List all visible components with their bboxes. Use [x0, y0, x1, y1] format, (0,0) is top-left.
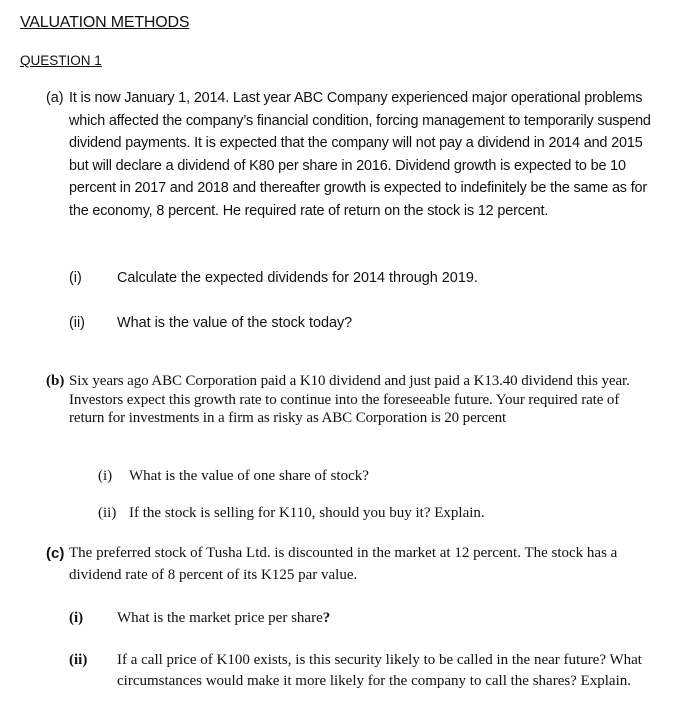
part-c-item-i-question: What is the market price per share	[117, 610, 323, 626]
part-a-item-i-number: (i)	[69, 270, 82, 286]
question-label: QUESTION 1	[20, 53, 102, 68]
part-b-marker: (b)	[46, 373, 65, 389]
part-a-item-ii-text: What is the value of the stock today?	[117, 315, 353, 331]
part-c-item-i-number: (i)	[69, 610, 84, 626]
part-a-item-ii-number: (ii)	[69, 315, 85, 331]
part-c-text: The preferred stock of Tusha Ltd. is discounted in the market at 12 percent. The stock has a dividend rate of 8 percent of its K125 par value.	[69, 545, 618, 583]
part-c-item-i-question-mark: ?	[322, 610, 331, 626]
part-c-marker: (c)	[46, 545, 65, 562]
part-b-item-ii-number: (ii)	[98, 505, 117, 521]
part-a-item-i-text: Calculate the expected dividends for 2014 through 2019.	[117, 270, 478, 286]
part-c-item-ii-text: If a call price of K100 exists, is this security likely to be called in the near future? What circumstances would make it more likely for the company to call the shares? Explain.	[117, 652, 642, 689]
document-title: VALUATION METHODS	[20, 14, 190, 31]
part-b	[46, 372, 656, 428]
part-b-text: Six years ago ABC Corporation paid a K10 dividend and just paid a K13.40 dividend this year. Investors expect this growth rate to continue into the foreseeable future. Your required rate of return for investments in a firm as risky as ABC Corporation is 20 percent	[69, 373, 630, 427]
part-a-marker: (a)	[46, 90, 64, 106]
part-a	[46, 87, 656, 222]
part-b-item-i-number: (i)	[98, 468, 113, 484]
part-a-text: It is now January 1, 2014. Last year ABC Company experienced major operational problems which affected the company’s financial condition, forcing management to temporarily suspend dividend payments. It is expected that the company will not pay a dividend in 2014 and 2015 but will declare a dividend of K80 per share in 2016. Dividend growth is expected to be 10 percent in 2017 and 2018 and thereafter growth is expected to indefinitely be the same as for the economy, 8 percent. He required rate of return on the stock is 12 percent.	[69, 90, 651, 219]
part-c	[46, 543, 656, 586]
part-c-item-ii-number: (ii)	[69, 652, 88, 668]
part-b-item-i-text: What is the value of one share of stock?	[129, 468, 369, 484]
part-b-item-ii-text: If the stock is selling for K110, should you buy it? Explain.	[129, 505, 485, 521]
part-c-item-i-text	[117, 608, 647, 629]
